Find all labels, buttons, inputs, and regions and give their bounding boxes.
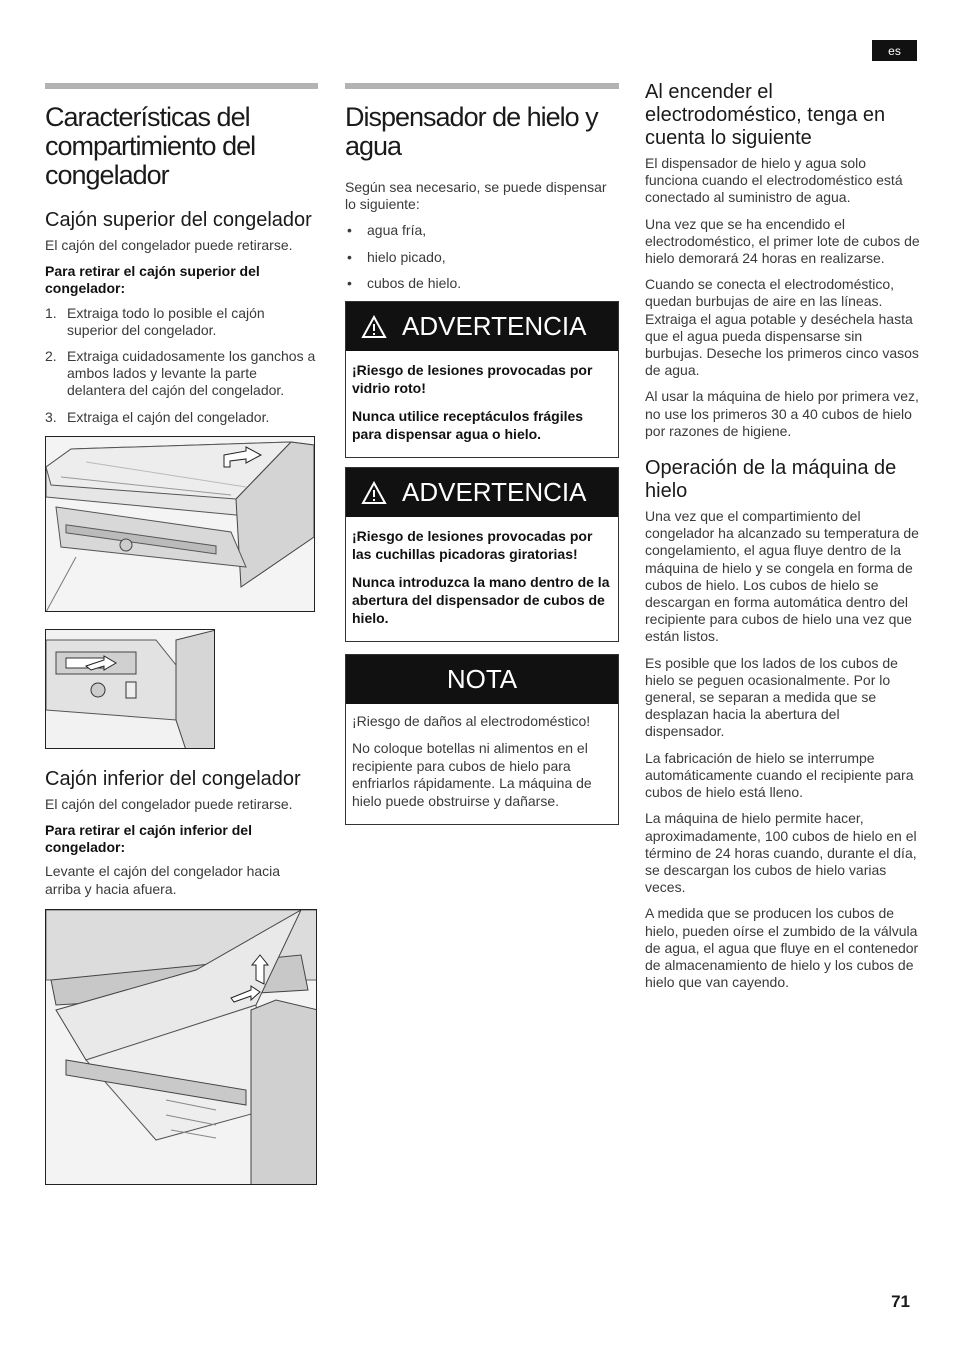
upper-drawer-intro: El cajón del congelador puede retirarse. bbox=[45, 237, 293, 253]
warning-header bbox=[346, 468, 618, 517]
paragraph: Una vez que se ha encendido el electrodoméstico, el primer lote de cubos de hielo demorará 24 horas en realizarse. bbox=[645, 215, 920, 267]
column-freezer-features bbox=[45, 83, 318, 1185]
section-title-dispenser: Dispensador de hielo y agua bbox=[345, 102, 598, 161]
warning-title: ADVERTENCIA bbox=[402, 477, 587, 508]
dispenser-items bbox=[345, 222, 619, 292]
paragraph: Es posible que los lados de los cubos de hielo se peguen ocasionalmente. Por lo general, se separan a medida que se desplazan hacia la abertura del dispensador. bbox=[645, 654, 898, 740]
drawer-hook-detail-illustration bbox=[45, 629, 215, 749]
lower-drawer-lead: Para retirar el cajón inferior del congelador: bbox=[45, 822, 252, 856]
language-badge: es bbox=[872, 40, 917, 61]
note-text: ¡Riesgo de daños al electrodoméstico! bbox=[352, 713, 591, 730]
warning-title: ADVERTENCIA bbox=[402, 311, 587, 342]
upper-drawer-illustration bbox=[45, 436, 315, 612]
section-title-freezer: Características del compartimiento del congelador bbox=[45, 102, 256, 190]
heading-ice-maker-operation: Operación de la máquina de hielo bbox=[645, 457, 897, 503]
column-ice-maker bbox=[645, 81, 920, 1000]
note-title: NOTA bbox=[346, 655, 618, 704]
paragraph: Una vez que el compartimiento del congelador ha alcanzado su temperatura de congelamiento, el agua fluye dentro de la máquina de hielo y se congela en forma de cubos de hielo. Los cubos de hielo se descargan en forma automática dentro del recipiente para cubos de hielo una vez que están listos. bbox=[645, 508, 919, 645]
lower-drawer-illustration bbox=[45, 909, 317, 1185]
warning-box-glass bbox=[345, 301, 619, 458]
heading-upper-drawer: Cajón superior del congelador bbox=[45, 209, 312, 231]
heading-lower-drawer: Cajón inferior del congelador bbox=[45, 767, 301, 790]
warning-triangle-icon bbox=[346, 315, 402, 339]
note-box bbox=[345, 654, 619, 825]
warning-text: Nunca introduzca la mano dentro de la abertura del dispensador de cubos de hielo. bbox=[352, 574, 610, 627]
paragraph: La fabricación de hielo se interrumpe automáticamente cuando el recipiente para cubos de hielo está lleno. bbox=[645, 749, 914, 801]
list-item: • agua fría, bbox=[347, 222, 427, 239]
warning-text: ¡Riesgo de lesiones provocadas por las cuchillas picadoras giratorias! bbox=[352, 528, 593, 563]
warning-triangle-icon bbox=[346, 481, 402, 505]
column-dispenser bbox=[345, 83, 619, 834]
paragraph: El dispensador de hielo y agua solo funciona cuando el electrodoméstico está conectado al suministro de agua. bbox=[645, 155, 903, 206]
upper-drawer-lead: Para retirar el cajón superior del congelador: bbox=[45, 263, 260, 297]
list-item: • hielo picado, bbox=[347, 248, 446, 265]
lower-drawer-text: Levante el cajón del congelador hacia arriba y hacia afuera. bbox=[45, 863, 281, 897]
page-number: 71 bbox=[891, 1292, 910, 1311]
paragraph: Al usar la máquina de hielo por primera vez, no use los primeros 30 a 40 cubos de hielo por razones de higiene. bbox=[645, 388, 919, 439]
lower-drawer-intro: El cajón del congelador puede retirarse. bbox=[45, 795, 293, 812]
paragraph: Cuando se conecta el electrodoméstico, quedan burbujas de aire en las líneas. Extraiga el agua potable y deséchela hasta que el agua pueda dispensarse sin burbujas. Deseche los primeros cinco vasos de agua. bbox=[645, 276, 919, 379]
heading-switch-on: Al encender el electrodoméstico, tenga en cuenta lo siguiente bbox=[645, 81, 886, 149]
list-item: 1. Extraiga todo lo posible el cajón superior del congelador. bbox=[45, 304, 265, 338]
section-rule bbox=[345, 83, 619, 89]
list-item: • cubos de hielo. bbox=[347, 274, 462, 291]
warning-box-blades bbox=[345, 467, 619, 642]
dispenser-intro: Según sea necesario, se puede dispensar lo siguiente: bbox=[345, 179, 607, 213]
section-rule bbox=[45, 83, 318, 89]
warning-text: Nunca utilice receptáculos frágiles para dispensar agua o hielo. bbox=[352, 408, 584, 443]
paragraph: A medida que se producen los cubos de hielo, pueden oírse el zumbido de la válvula de agua, el agua que fluye en el contenedor de almacenamiento de hielo y los cubos de hielo que van cayendo. bbox=[645, 905, 919, 991]
list-item: 3. Extraiga el cajón del congelador. bbox=[45, 408, 270, 425]
list-item: 2. Extraiga cuidadosamente los ganchos a ambos lados y levante la parte delantera del cajón del congelador. bbox=[45, 348, 316, 399]
warning-header bbox=[346, 302, 618, 351]
paragraph: La máquina de hielo permite hacer, aproximadamente, 100 cubos de hielo en el término de 24 horas cuando, durante el día, se descargan los cubos de hielo varias veces. bbox=[645, 810, 917, 896]
upper-drawer-steps bbox=[45, 305, 318, 426]
warning-text: ¡Riesgo de lesiones provocadas por vidrio roto! bbox=[352, 362, 593, 397]
note-text: No coloque botellas ni alimentos en el recipiente para cubos de hielo para enfriarlos rápidamente. La máquina de hielo puede obstruirse y dañarse. bbox=[352, 740, 592, 809]
